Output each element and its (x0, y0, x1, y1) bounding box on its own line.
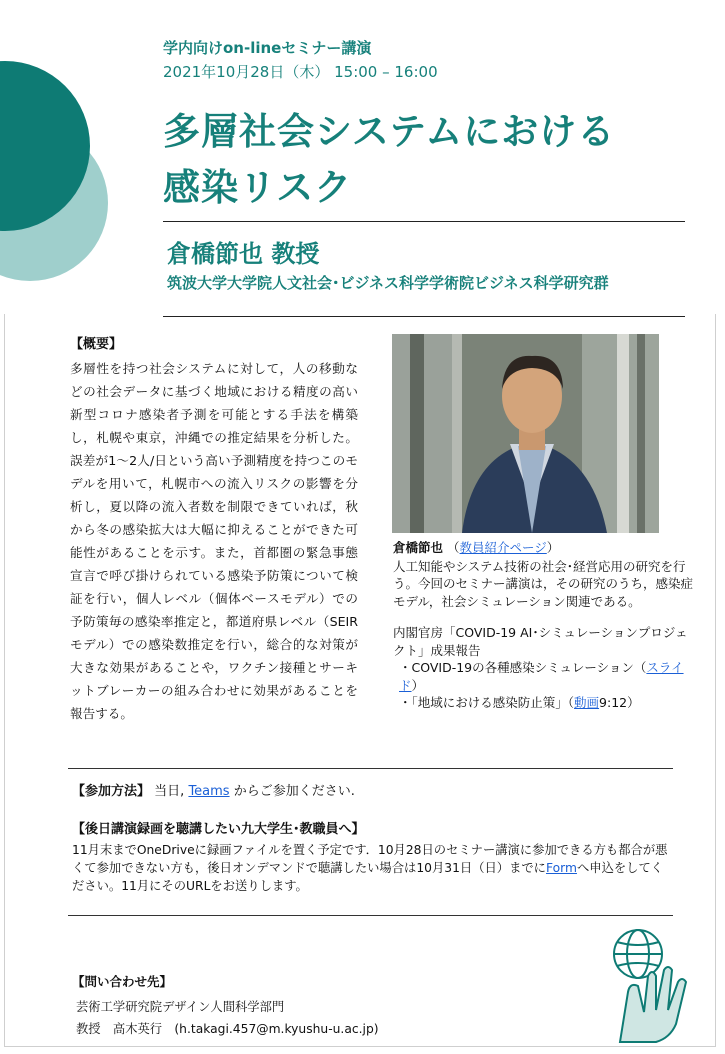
project-item-simulation: ・COVID-19の各種感染シミュレーション（スライド） (399, 660, 684, 693)
video-duration: 9:12 (599, 695, 628, 710)
divider (68, 915, 673, 916)
speaker-photo (392, 334, 659, 533)
slide-link[interactable]: スライド (399, 660, 684, 693)
overview-text: 多層性を持つ社会システムに対して，人の移動などの社会データに基づく地域における精度の高い新型コロナ感染者予測を可能とする手法を構築し，札幌や東京，沖縄での推定結果を分析した。誤差が1～2人/日という高い予測精度を持つこのモデルを用いて，札幌市への流入リスクの影響を分析し，夏以降の流入者数を制限できていれば，秋から冬の感染拡大は大幅に抑えることができた可能性があることを示す。また，首都圏の緊急事態宣言で呼び掛けられている感染予防策について検証を行い，個人レベル（個体ベースモデル）での予防策毎の感染率推定と，都道府県レベル（SEIRモデル）での感染数推定を行い，総合的な対策が大きな効果があることや，ワクチン接種とサーキットブレーカーの組み合わせに効果があることを報告する。 (70, 361, 358, 721)
title-line-2: 感染リスク (163, 166, 353, 209)
speaker-affiliation: 筑波大学大学院人文社会･ビジネス科学学術院ビジネス科学研究群 (167, 274, 609, 292)
contact-person: 教授 高木英行 (h.takagi.457@m.kyushu-u.ac.jp) (76, 1022, 379, 1036)
divider (163, 221, 685, 222)
divider (163, 316, 685, 317)
contact-heading: 【問い合わせ先】 (72, 974, 173, 989)
project-item-text: ・「地域における感染防止策」 (399, 695, 568, 710)
bio-text: 人工知能やシステム技術の社会･経営応用の研究を行う。今回のセミナー講演は，その研究のうち，感染症モデル，社会シミュレーション関連である。 (393, 558, 694, 609)
decorative-circles (0, 28, 110, 283)
join-label: 【参加方法】 (72, 784, 151, 799)
recording-text-before: 11月末までOneDriveに録画ファイルを置く予定です．10月28日のセミナー講演に参加できる方も都合が悪くて参加できない方も，後日オンデマンドで聴講したい場合は10月31日（日）までに (72, 843, 668, 875)
form-link[interactable]: Form (545, 861, 577, 875)
event-datetime: 2021年10月28日（木） 15:00 – 16:00 (163, 63, 438, 81)
speaker-bio: 倉橋節也 （教員紹介ページ） 人工知能やシステム技術の社会･経営応用の研究を行う。今回のセミナー講演は，その研究のうち，感染症モデル，社会シミュレーション関連である。 (393, 539, 698, 610)
recording-text (72, 841, 672, 895)
join-info (72, 780, 355, 799)
recording-heading: 【後日講演録画を聴講したい九大学生･教職員へ】 (72, 822, 365, 837)
overview-heading: 【概要】 (70, 337, 123, 352)
event-type: 学内向けon-lineセミナー講演 (163, 39, 372, 57)
project-item-prevention: ・「地域における感染防止策」（動画9:12） (399, 695, 640, 710)
teams-link[interactable]: Teams (188, 784, 230, 799)
speaker-name: 倉橋節也 教授 (167, 240, 320, 268)
globe-hand-logo-icon (600, 924, 698, 1046)
page-title (163, 104, 615, 216)
contact-department: 芸術工学研究院デザイン人間科学部門 (76, 1000, 285, 1014)
join-prefix: 当日, (154, 784, 185, 799)
recording-text-after: へ申込をしてください。11月にそのURLをお送りします。 (72, 861, 664, 893)
profile-page-link[interactable]: 教員紹介ページ (459, 540, 547, 555)
title-line-1: 多層社会システムにおける (163, 110, 616, 153)
project-heading: 内閣官房「COVID-19 AI･シミュレーションプロジェクト」成果報告 (393, 625, 688, 658)
video-link[interactable]: 動画 (574, 695, 600, 710)
bio-name: 倉橋節也 (393, 540, 444, 555)
project-item-text: ・COVID-19の各種感染シミュレーション (399, 660, 634, 675)
join-suffix: からご参加ください. (233, 784, 355, 799)
project-report (393, 624, 698, 712)
divider (68, 768, 673, 769)
